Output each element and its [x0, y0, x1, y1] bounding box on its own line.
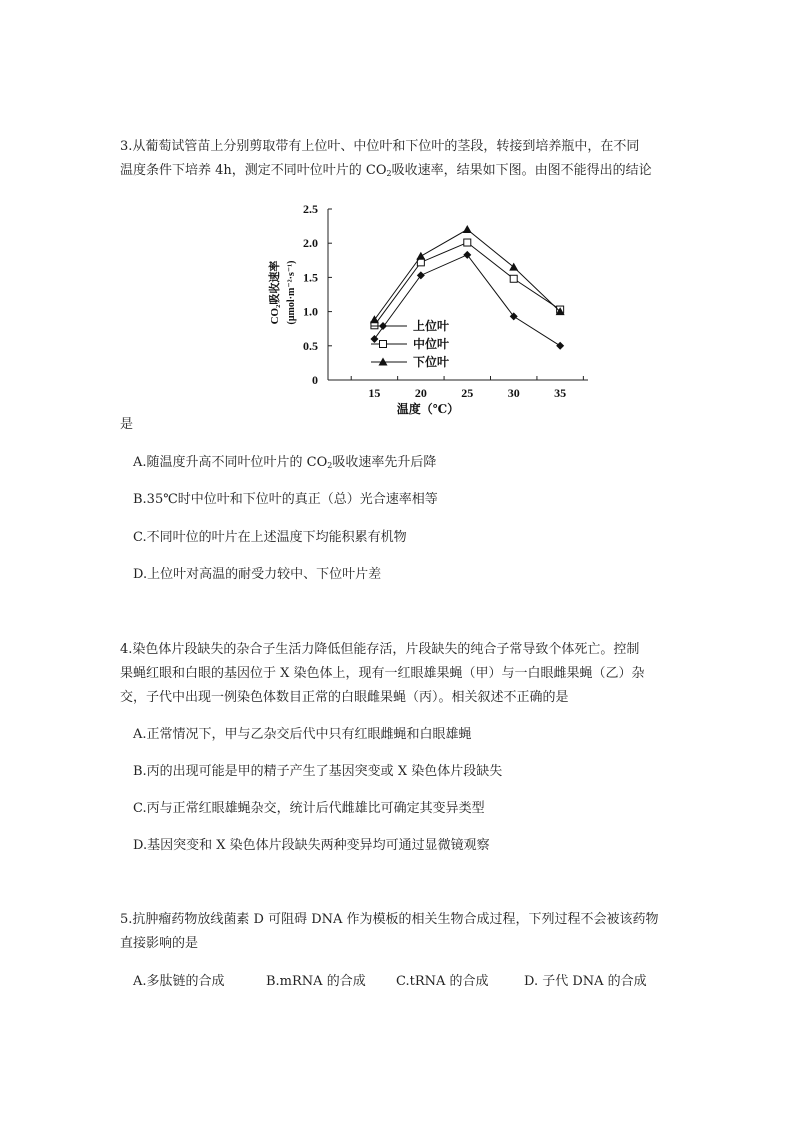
q4-line-1: 4.染色体片段缺失的杂合子生活力降低但能存活，片段缺失的纯合子常导致个体死亡。控制	[120, 642, 640, 657]
q5-option-a: A.多肽链的合成	[133, 974, 225, 989]
x-tick-label: 30	[507, 386, 520, 400]
q3-option-a	[133, 454, 436, 475]
q4-option-d: D.基因突变和 X 染色体片段缺失两种变异均可通过显微镜观察	[133, 838, 490, 853]
q5-option-c: C.tRNA 的合成	[396, 974, 489, 989]
q4-line-3: 交，子代中出现一例染色体数目正常的白眼雌果蝇（丙）。相关叙述不正确的是	[120, 690, 569, 705]
q3-option-a-subscript: 2	[327, 461, 333, 470]
data-point-series-3	[463, 225, 472, 233]
data-point-series-2	[510, 275, 517, 282]
data-point-series-3	[509, 263, 518, 271]
q4-option-a: A.正常情况下，甲与乙杂交后代中只有红眼雌蝇和白眼雄蝇	[133, 727, 472, 742]
data-point-series-1	[510, 312, 518, 320]
legend-label: 下位叶	[413, 355, 450, 369]
q3-line-3: 是	[120, 417, 134, 432]
q3-option-c: C.不同叶位的叶片在上述温度下均能积累有机物	[133, 530, 407, 545]
q3-option-a-tail: 吸收速率先升后降	[332, 455, 437, 470]
data-point-series-1	[463, 251, 471, 259]
series-line-1	[374, 255, 560, 346]
q4-option-c: C.丙与正常红眼雄蝇杂交，统计后代雌雄比可确定其变异类型	[133, 801, 485, 816]
q5-option-d: D. 子代 DNA 的合成	[524, 974, 647, 989]
x-tick-label: 35	[554, 386, 567, 400]
legend-label: 上位叶	[413, 319, 450, 333]
q3-line-1: 3.从葡萄试管苗上分别剪取带有上位叶、中位叶和下位叶的茎段，转接到培养瓶中，在不同	[120, 139, 640, 154]
x-tick-label: 20	[414, 386, 427, 400]
y-tick-label: 0.5	[303, 338, 318, 353]
q3-line-2-part-a: 温度条件下培养 4h，测定不同叶位叶片的 CO	[120, 163, 387, 178]
x-tick-label: 15	[368, 386, 381, 400]
q4-line-2: 果蝇红眼和白眼的基因位于 X 染色体上，现有一红眼雄果蝇（甲）与一白眼雌果蝇（乙）杂	[120, 666, 645, 681]
co2-absorption-chart	[258, 198, 598, 418]
q5-option-b: B.mRNA 的合成	[266, 974, 366, 989]
q3-option-a-text: A.随温度升高不同叶位叶片的 CO	[133, 455, 328, 470]
y-axis-unit: (μmol·m⁻²·s⁻¹)	[286, 260, 297, 325]
q3-option-d: D.上位叶对高温的耐受力较中、下位叶片差	[133, 567, 382, 582]
data-point-series-2	[464, 239, 471, 246]
q3-line-2-part-b: 吸收速率，结果如下图。由图不能得出的结论	[391, 163, 652, 178]
data-point-series-3	[416, 252, 425, 260]
y-tick-label: 2.0	[303, 236, 318, 251]
q4-option-b: B.丙的出现可能是甲的精子产生了基因突变或 X 染色体片段缺失	[133, 764, 503, 779]
y-tick-label: 1.0	[303, 304, 318, 319]
data-point-series-1	[556, 342, 564, 350]
legend-label: 中位叶	[413, 337, 450, 351]
y-axis-label: CO₂吸收速率	[269, 260, 281, 325]
q3-line-2	[120, 162, 652, 183]
y-tick-label: 2.5	[303, 202, 318, 216]
x-axis-label: 温度（℃）	[396, 402, 460, 416]
data-point-series-1	[417, 271, 425, 279]
q3-option-b: B.35℃时中位叶和下位叶的真正（总）光合速率相等	[133, 492, 438, 507]
x-tick-label: 25	[461, 386, 474, 400]
y-tick-label: 0	[312, 373, 318, 387]
y-tick-label: 1.5	[303, 270, 318, 285]
data-point-series-1	[370, 335, 378, 343]
q5-line-2: 直接影响的是	[120, 936, 199, 951]
q3-line-2-subscript: 2	[386, 169, 392, 178]
legend-marker	[380, 341, 387, 348]
data-point-series-3	[370, 315, 379, 323]
q5-line-1: 5.抗肿瘤药物放线菌素 D 可阻碍 DNA 作为模板的相关生物合成过程，下列过程不会被该药物	[120, 912, 659, 927]
